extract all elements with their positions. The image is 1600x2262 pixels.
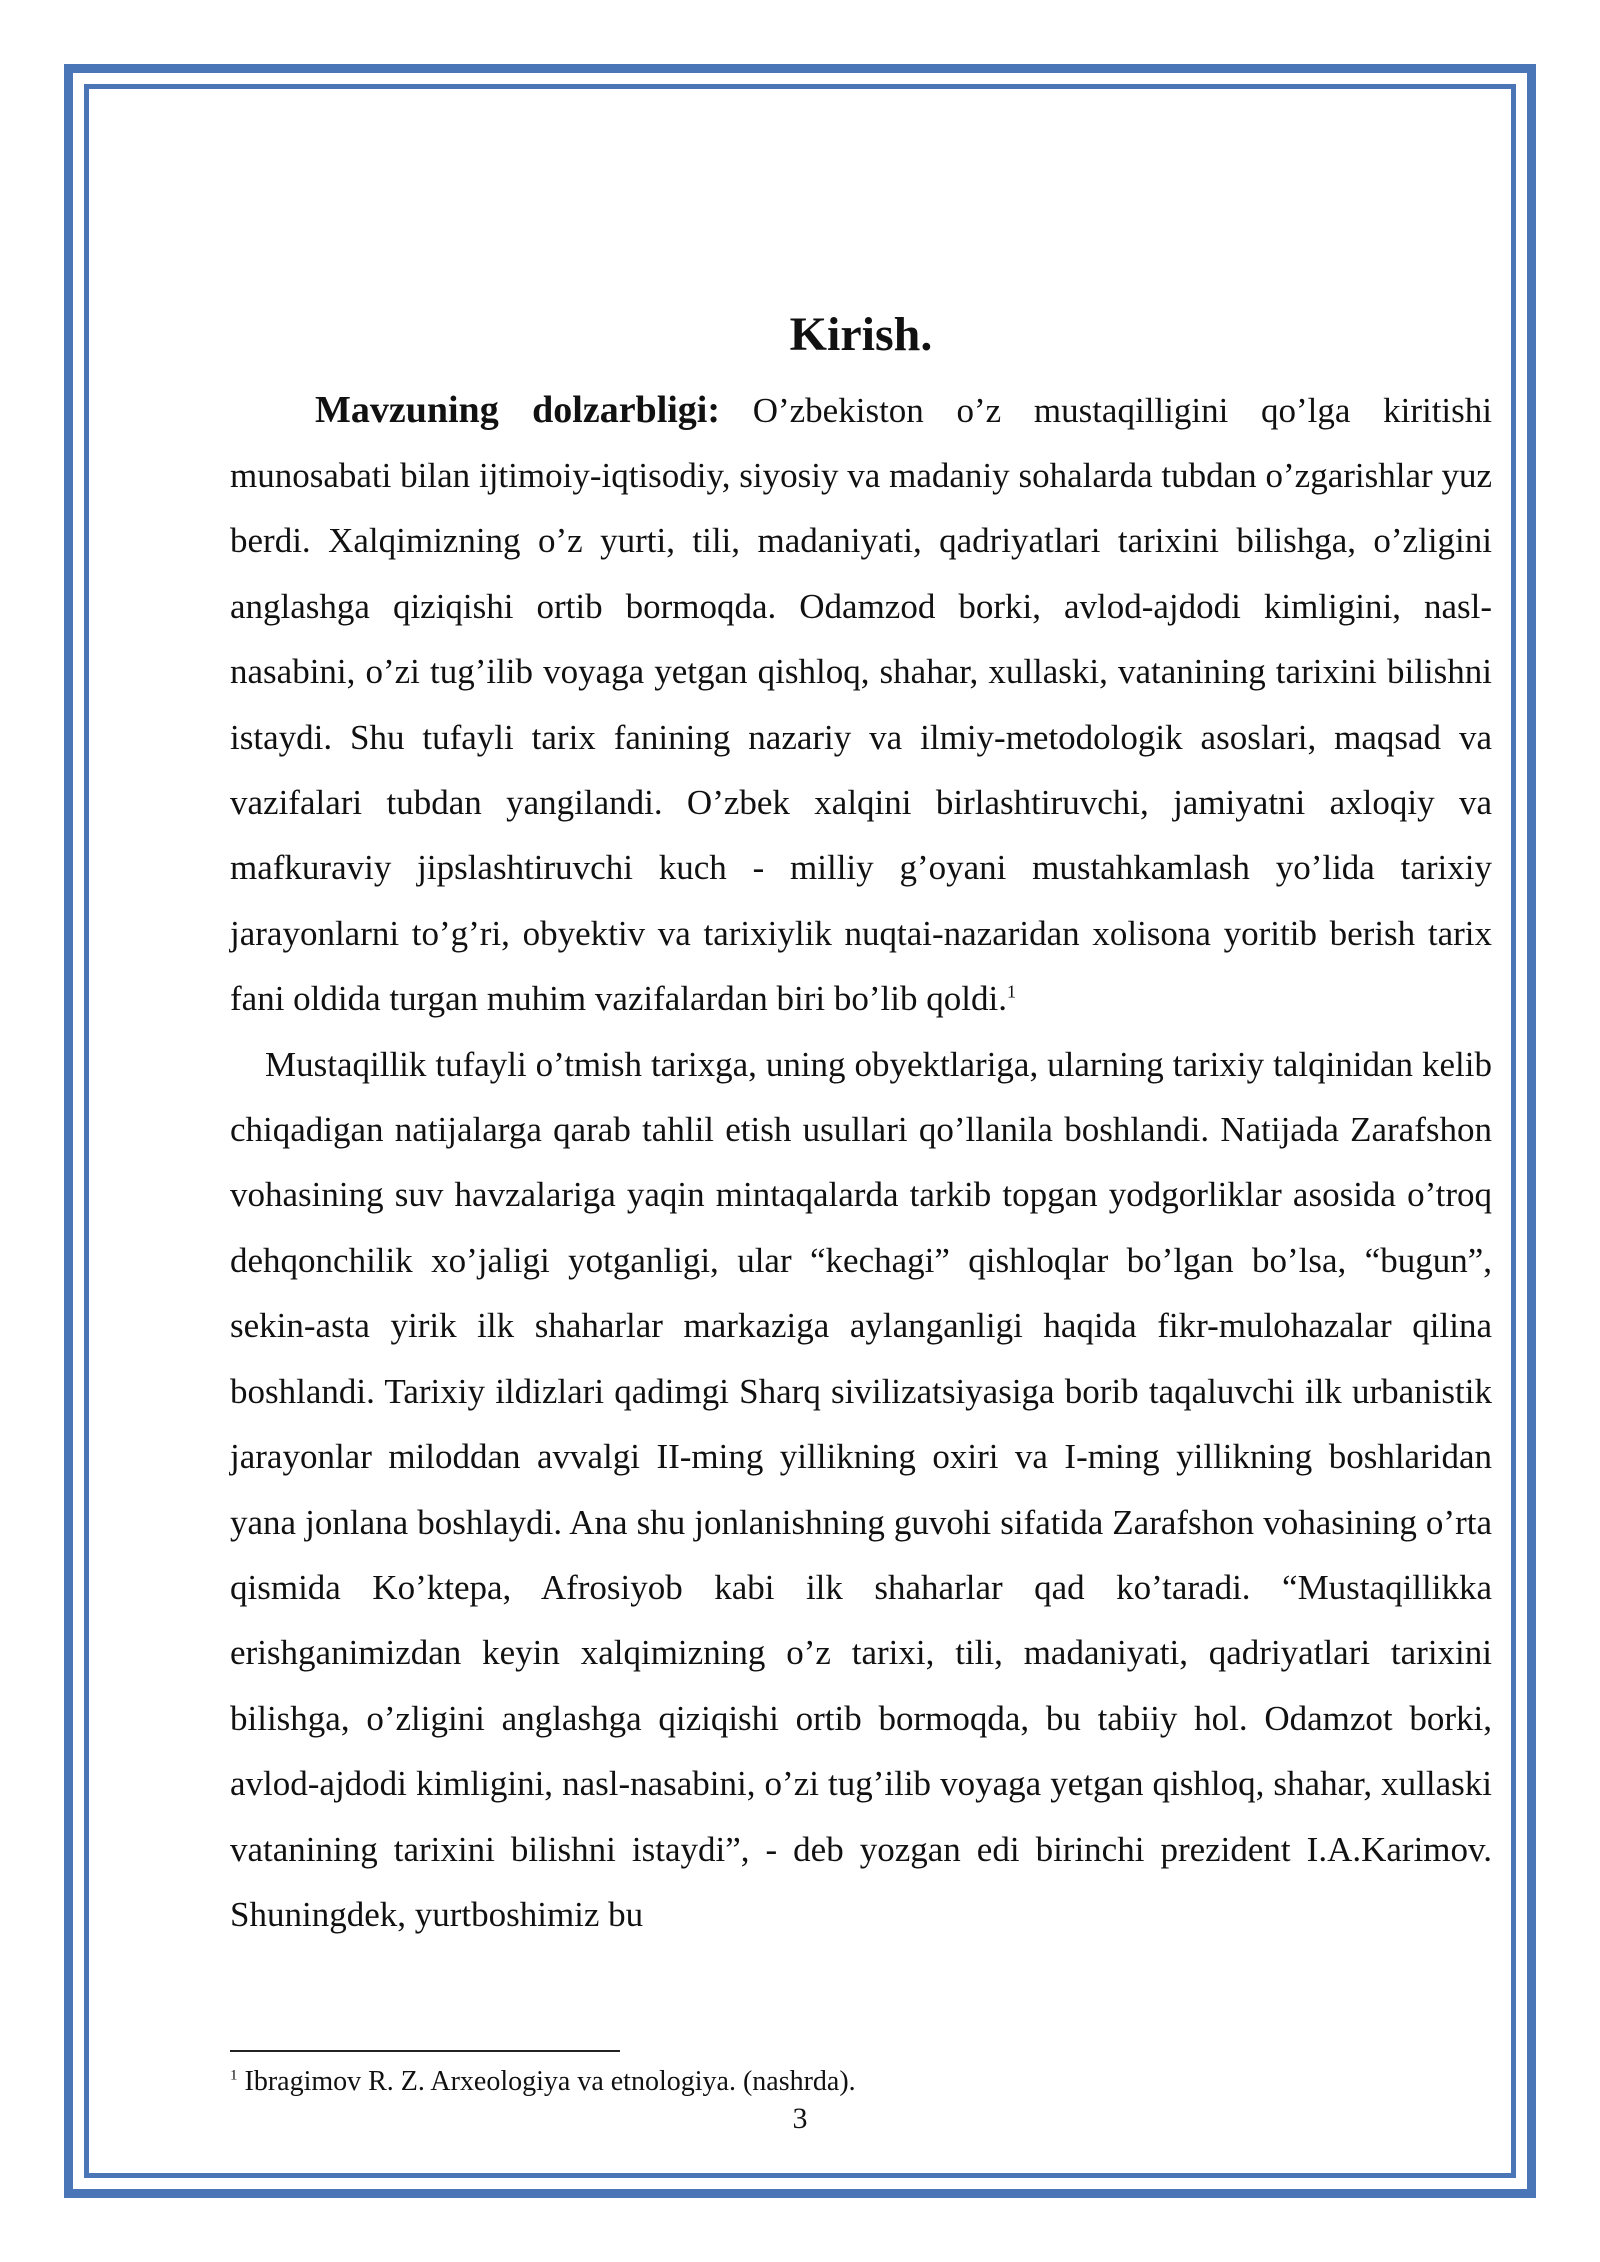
page-body: [230, 290, 1492, 1947]
footnote-reference[interactable]: 1: [1006, 981, 1016, 1002]
page-number: 3: [792, 2102, 808, 2135]
footnote-number: 1: [230, 2067, 238, 2084]
footnote-text: Ibragimov R. Z. Arxeologiya va etnologiya. (nashrda).: [237, 2066, 856, 2097]
paragraph-relevance: [230, 378, 1492, 1032]
paragraph-lead: Mavzuning dolzarbligi:: [315, 388, 721, 431]
paragraph-text: O’zbekiston o’z mustaqilligini qo’lga kiritishi munosabati bilan ijtimoiy-iqtisodiy, siyosiy va madaniy sohalarda tubdan o’zgarishlar yuz berdi. Xalqimizning o’z yurti, tili, madaniyati, qadriyatlari tarixini bilishga, o’zligini anglashga qiziqishi ortib bormoqda. Odamzod borki, avlod-ajdodi kimligini, nasl-nasabini, o’zi tug’ilib voyaga yetgan qishloq, shahar, xullaski, vatanining tarixini bilishni istaydi. Shu tufayli tarix fanining nazariy va ilmiy-metodologik asoslari, maqsad va vazifalari tubdan yangilandi. O’zbek xalqini birlashtiruvchi, jamiyatni axloqiy va mafkuraviy jipslashtiruvchi kuch - milliy g’oyani mustahkamlash yo’lida tarixiy jarayonlarni to’g’ri, obyektiv va tarixiylik nuqtai-nazaridan xolisona yoritib berish tarix fani oldida turgan muhim vazifalardan biri bo’lib qoldi.: [230, 390, 1492, 1019]
page-title: Kirish.: [789, 308, 933, 361]
paragraph-independence: Mustaqillik tufayli o’tmish tarixga, uning obyektlariga, ularning tarixiy talqinidan kelib chiqadigan natijalarga qarab tahlil etish usullari qo’llanila boshlandi. Natijada Zarafshon vohasining suv havzalariga yaqin mintaqalarda tarkib topgan yodgorliklar asosida o’troq dehqonchilik xo’jaligi yotganligi, ular “kechagi” qishloqlar bo’lgan bo’lsa, “bugun”, sekin-asta yirik ilk shaharlar markaziga aylanganligi haqida fikr-mulohazalar qilina boshlandi. Tarixiy ildizlari qadimgi Sharq sivilizatsiyasiga borib taqaluvchi ilk urbanistik jarayonlar miloddan avvalgi II-ming yillikning oxiri va I-ming yillikning boshlaridan yana jonlana boshlaydi. Ana shu jonlanishning guvohi sifatida Zarafshon vohasining o’rta qismida Ko’ktepa, Afrosiyob kabi ilk shaharlar qad ko’taradi. “Mustaqillikka erishganimizdan keyin xalqimizning o’z tarixi, tili, madaniyati, qadriyatlari tarixini bilishga, o’zligini anglashga qiziqishi ortib bormoqda, bu tabiiy hol. Odamzot borki, avlod-ajdodi kimligini, nasl-nasabini, o’zi tug’ilib voyaga yetgan qishloq, shahar, xullaski vatanining tarixini bilishni istaydi”, - deb yozgan edi birinchi prezident I.A.Karimov. Shuningdek, yurtboshimiz bu: [230, 1044, 1492, 1934]
footnote: [230, 2064, 1492, 2100]
footnote-separator: [230, 2050, 620, 2052]
